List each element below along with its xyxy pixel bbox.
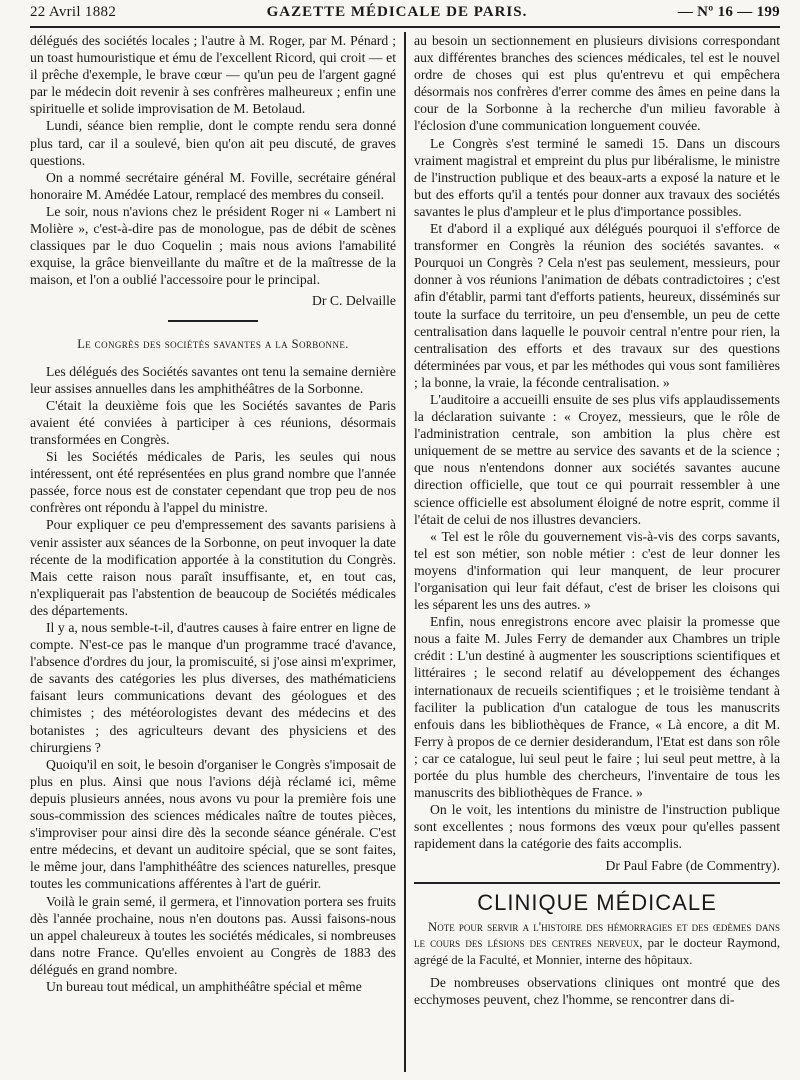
paragraph: On a nommé secrétaire général M. Foville, secrétaire général honoraire M. Amédée Latour, remplacé des membres du conseil. xyxy=(30,169,397,202)
paragraph: Le soir, nous n'avions chez le président Roger ni « Lambert ni Molière », c'est-à-dire pas de monologue, pas de débit de scènes classiques par le duo Coquelin ; mais nous avions l'amabilité exquise, la grâce bienveillante du maître et de la maîtresse de la maison, et l'on a oublié l'accessoire pour le principal. xyxy=(30,203,397,288)
paragraph: C'était la deuxième fois que les Sociétés savantes de Paris avaient été conviées à participer à ces réunions, désormais transformées en Congrès. xyxy=(30,397,397,447)
paragraph: Le Congrès s'est terminé le samedi 15. Dans un discours vraiment magistral et empreint du plus pur libéralisme, le ministre de l'instruction publique et des beaux-arts a exposé la nature et le but des efforts qu'il a tentés pour donner aux travaux des sociétés savantes le plus d'ampleur et le plus d'importance possibles. xyxy=(414,135,780,219)
header-title: GAZETTE MÉDICALE DE PARIS. xyxy=(266,4,528,20)
left-column xyxy=(30,32,404,1072)
signature-delvaille: Dr C. Delvaille xyxy=(312,293,397,309)
paragraph: Les délégués des Sociétés savantes ont tenu la semaine dernière leur assises annuelles dans les amphithéâtres de la Sorbonne. xyxy=(30,363,397,396)
paragraph: Il y a, nous semble-t-il, d'autres causes à faire entrer en ligne de compte. N'est-ce pas le manque d'un programme tracé d'avance, l'absence d'ordres du jour, la promiscuité, si j'ose ainsi m'exprimer, de savants des catégories les plus diverses, des mathématiciens faisant leurs communications devant des géologues et des chimistes ; des météorologistes devant des médecins et des botanistes ; des agriculteurs devant des physiciens et des chirurgiens ? xyxy=(30,620,397,755)
paragraph: au besoin un sectionnement en plusieurs divisions correspondant aux différentes branches des sciences médicales, tel est le nouvel ordre de choses qui est plus qu'entrevu et qui empêchera désormais nos confrères d'errer comme des âmes en peine dans la cour de la Sorbonne à la recherche d'un milieu favorable à l'éclosion d'une communication longuement couvée. xyxy=(414,33,780,134)
paragraph: Si les Sociétés médicales de Paris, les seules qui nous intéressent, ont été représentées en plus grand nombre que l'année passée, force nous est de constater cependant que trop peu de nos confrères ont répondu à l'appel du ministre. xyxy=(30,449,397,516)
paragraph: L'auditoire a accueilli ensuite de ses plus vifs applaudissements la déclaration suivante : « Croyez, messieurs, que le rôle de l'administration centrale, son ambition la plus chère est uniquement de se mettre au service des savants et de la science ; que nous n'entendons donner aux sociétés savantes aucune direction officielle, que tout ce qui pourrait ressembler à une science officielle est absolument éloigné de notre esprit, comme il l'était de celui de nos illustres devanciers. xyxy=(414,391,780,527)
header-page-number: — Nº 16 — 199 xyxy=(677,4,780,20)
separator-rule xyxy=(168,320,258,322)
signature-fabre: Dr Paul Fabre (de Commentry). xyxy=(605,857,780,873)
paragraph: Lundi, séance bien remplie, dont le compte rendu sera donné plus tard, car il a soulevé, bien qu'on ait peu discuté, de graves questions. xyxy=(30,118,397,168)
header-date: 22 Avril 1882 xyxy=(30,4,117,20)
paragraph: « Tel est le rôle du gouvernement vis-à-vis des corps savants, tel est son métier, son noble métier : c'est de leur donner les moyens d'information qui leur manquent, de leur procurer l'organisation qui leur fait défaut, c'est de briser les cloisons qui les séparent les uns des autres. » xyxy=(414,528,780,613)
columns xyxy=(30,32,780,1072)
paragraph: On le voit, les intentions du ministre de l'instruction publique sont excellentes ; nous formons des vœux pour qu'elles passent rapidement dans la catégorie des faits accomplis. xyxy=(414,802,780,852)
paragraph: Enfin, nous enregistrons encore avec plaisir la promesse que nous a faite M. Jules Ferry de demander aux Chambres un triple crédit : L'un destiné à augmenter les souscriptions scientifiques et littéraires ; le second relatif au développement des échanges internationaux de recueils scientifiques ; et le troisième tendant à faciliter la publication d'un catalogue de tous les manuscrits enfouis dans les bibliothèques de France, « Là encore, a dit M. Ferry à propos de ce dernier desiderandum, l'Etat est dans son rôle ; car ce catalogue, lui seul peut le faire ; lui seul peut mettre, à la portée du plus humble des chercheurs, l'inventaire de tous les manuscrits des bibliothèques de France. » xyxy=(414,614,780,801)
paragraph: Pour expliquer ce peu d'empressement des savants parisiens à venir assister aux séances de la Sorbonne, on peut invoquer la date récente de la modification apportée à la constitution du Congrès. Mais cette raison nous paraît insuffisante, et, en tout cas, n'expliquerait pas l'abstention de beaucoup de Sociétés médicales des départements. xyxy=(30,517,397,618)
page-header xyxy=(30,4,780,28)
paragraph: De nombreuses observations cliniques ont montré que des ecchymoses peuvent, chez l'homme, se rencontrer dans di- xyxy=(414,975,780,1008)
paragraph: Et d'abord il a expliqué aux délégués pourquoi il s'efforce de transformer en Congrès la réunion des sociétés savantes. « Pourquoi un Congrès ? Cela n'est pas seulement, messieurs, pour donner à vos réunions l'animation de débats contradictoires ; c'est afin d'établir, parmi tant d'efforts patients, heureux, disséminés sur toute la surface du territoire, un peu d'ensemble, un peu de cette centralisation dans laquelle le pouvoir central n'entre pour rien, la centralisation des efforts et des travaux sur des questions déterminées par vous, et par les méthodes qui vous sont familières ; la bonne, la vraie, la féconde centralisation. » xyxy=(414,221,780,390)
section-title: Le congrès des sociétés savantes a la Sorbonne. xyxy=(77,336,349,351)
clinique-section xyxy=(414,882,780,1009)
paragraph: délégués des sociétés locales ; l'autre à M. Roger, par M. Pénard ; un toast humouristique et ému de l'excellent Ricord, qui croit — et il prêche d'exemple, le brave cœur — qu'un peu de l'argent gagné par le médecin doit revenir à ses confrères malheureux ; enfin une spirituelle et solide improvisation de M. Betolaud. xyxy=(30,33,397,117)
clinique-note-authors: par le docteur Raymond, agrégé de la Faculté, et Monnier, interne des hôpitaux. xyxy=(414,936,780,967)
right-column xyxy=(406,32,780,1072)
paragraph: Voilà le grain semé, il germera, et l'innovation portera ses fruits dès l'année prochaine, nous n'en doutons pas. Aussi faisons-nous un appel chaleureux à toutes les sociétés médicales, si nombreuses dans notre France. Qu'elles envoient au Congrès de 1883 des délégués en grand nombre. xyxy=(30,893,397,977)
clinique-note xyxy=(414,919,780,969)
clinique-title: CLINIQUE MÉDICALE xyxy=(477,889,717,915)
paragraph: Un bureau tout médical, un amphithéâtre spécial et même xyxy=(46,978,362,994)
paragraph: Quoiqu'il en soit, le besoin d'organiser le Congrès s'imposait de plus en plus. Ainsi que nous l'avions déjà réclamé ici, même depuis plusieurs années, nous avons vu pour la première fois une sous-commission des sciences médicales naître de toutes pièces, s'improviser pour ainsi dire dès la seconde séance générale. C'est entre médecins, et devant un auditoire spécial, que se sont faites, le même jour, dans l'amphithéâtre des sciences naturelles, presque toutes les communications afférentes à l'art de guérir. xyxy=(30,756,397,892)
clinique-note-label: Note pour servir a l'histoire des hémorragies et des œdèmes dans le cours des lésions des centres nerveux, xyxy=(414,919,780,951)
